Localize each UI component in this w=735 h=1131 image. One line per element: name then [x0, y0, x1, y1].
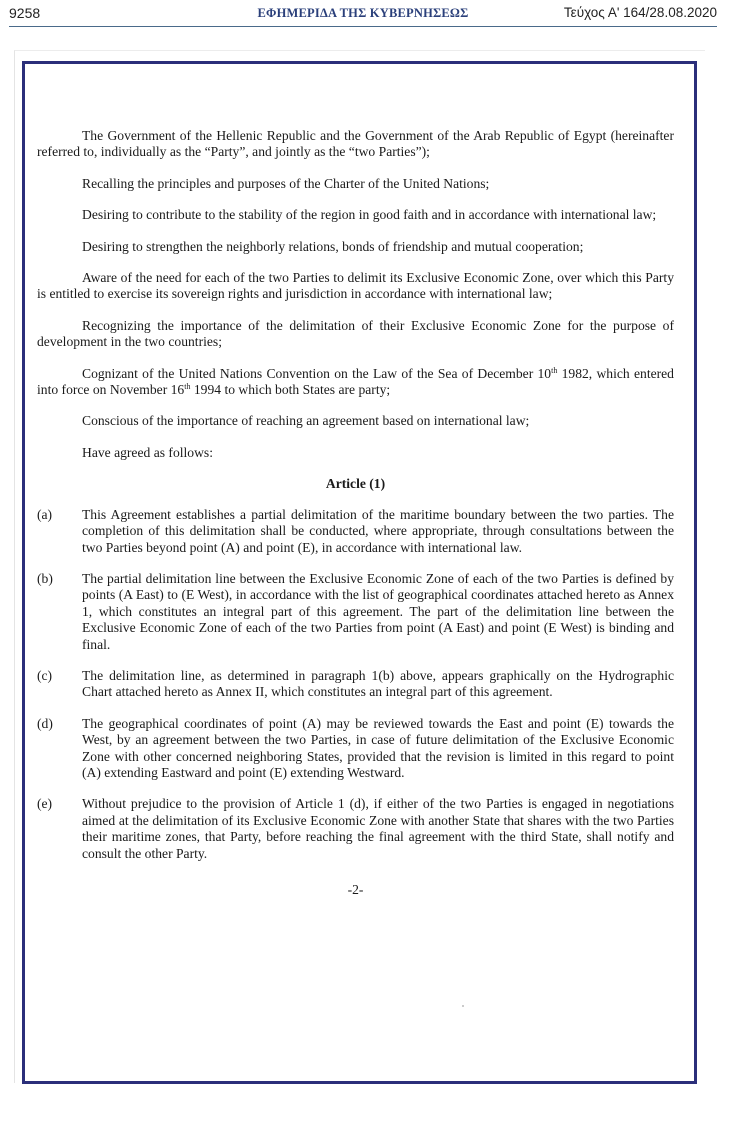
preamble-aware: Aware of the need for each of the two Parties to delimit its Exclusive Economic Zone, over which this Party is entitled to exercise its sovereign rights and jurisdiction in accordance with international law; [37, 270, 674, 302]
gazette-title: ΕΦΗΜΕΡΙΔΑ ΤΗΣ ΚΥΒΕΡΝΗΣΕΩΣ [257, 6, 469, 20]
clause-d [37, 716, 674, 782]
clause-text: The delimitation line, as determined in paragraph 1(b) above, appears graphically on the Hydrographic Chart attached hereto as Annex II, which constitutes an integral part of this agreement. [82, 667, 674, 700]
cognizant-text-1: Cognizant of the United Nations Convention on the Law of the Sea of December 10 [82, 365, 552, 381]
preamble-desiring-stability: Desiring to contribute to the stability of the region in good faith and in accordance with international law; [82, 207, 657, 223]
clause-label: (c) [37, 667, 53, 683]
preamble-agreed: Have agreed as follows: [82, 444, 213, 460]
clause-e [37, 796, 674, 862]
clause-a [37, 507, 674, 556]
cognizant-text-3: 1994 to which both States are party; [190, 382, 391, 398]
clause-label: (d) [37, 715, 53, 731]
clause-text: The partial delimitation line between the Exclusive Economic Zone of each of the two Parties is defined by points (A East) to (E West), in accordance with the list of geographical coordinates attached hereto as Annex 1, which constitutes an integral part of this agreement. The part of the delimitation line between the Exclusive Economic Zone of each of the two Parties from point (A East) and point (E West) is binding and final. [82, 570, 674, 652]
clause-label: (e) [37, 796, 53, 812]
clause-c [37, 668, 674, 701]
document-body [37, 128, 674, 898]
ordinal-suffix: th [551, 365, 558, 375]
page-number: 9258 [9, 5, 41, 21]
cognizant-text-2: 1982, which entered into force on November 16 [37, 365, 674, 398]
clause-label: (b) [37, 570, 53, 586]
document-frame [22, 61, 697, 1084]
preamble-recalling: Recalling the principles and purposes of the Charter of the United Nations; [82, 175, 490, 191]
preamble-desiring-relations: Desiring to strengthen the neighborly relations, bonds of friendship and mutual cooperation; [82, 238, 584, 254]
clause-label: (a) [37, 506, 53, 522]
preamble-recognizing: Recognizing the importance of the delimitation of their Exclusive Economic Zone for the purpose of development in the two countries; [37, 317, 674, 350]
clause-b [37, 571, 674, 653]
page-marker: -2- [347, 882, 364, 897]
issue-reference: Τεύχος Α' 164/28.08.2020 [563, 5, 717, 20]
preamble-conscious: Conscious of the importance of reaching an agreement based on international law; [82, 413, 530, 429]
scan-speck [462, 1005, 464, 1007]
clause-text: This Agreement establishes a partial delimitation of the maritime boundary between the two parties. The completion of this delimitation shall be conducted, where appropriate, through consultations between the two Parties beyond point (A) and point (E), in accordance with international law. [82, 506, 674, 555]
clause-text: Without prejudice to the provision of Article 1 (d), if either of the two Parties is engaged in negotiations aimed at the delimitation of its Exclusive Economic Zone with another State that shares with the two Parties their maritime zones, that Party, before reaching the final agreement with the third State, shall notify and consult the other Party. [82, 796, 674, 861]
ordinal-suffix: th [184, 382, 191, 392]
article-title: Article (1) [325, 476, 386, 492]
preamble-cognizant [37, 366, 674, 399]
preamble-parties: The Government of the Hellenic Republic and the Government of the Arab Republic of Egypt (hereinafter referred to, individually as the “Party”, and jointly as the “two Parties”); [37, 128, 674, 160]
clause-text: The geographical coordinates of point (A) may be reviewed towards the East and point (E) towards the West, by an agreement between the two Parties, in case of future delimitation of the Exclusive Economic Zone with other concerned neighboring States, provided that the revision is limited in this regard to point (A) extending Eastward and point (E) extending Westward. [82, 715, 674, 780]
gazette-header [9, 2, 717, 27]
